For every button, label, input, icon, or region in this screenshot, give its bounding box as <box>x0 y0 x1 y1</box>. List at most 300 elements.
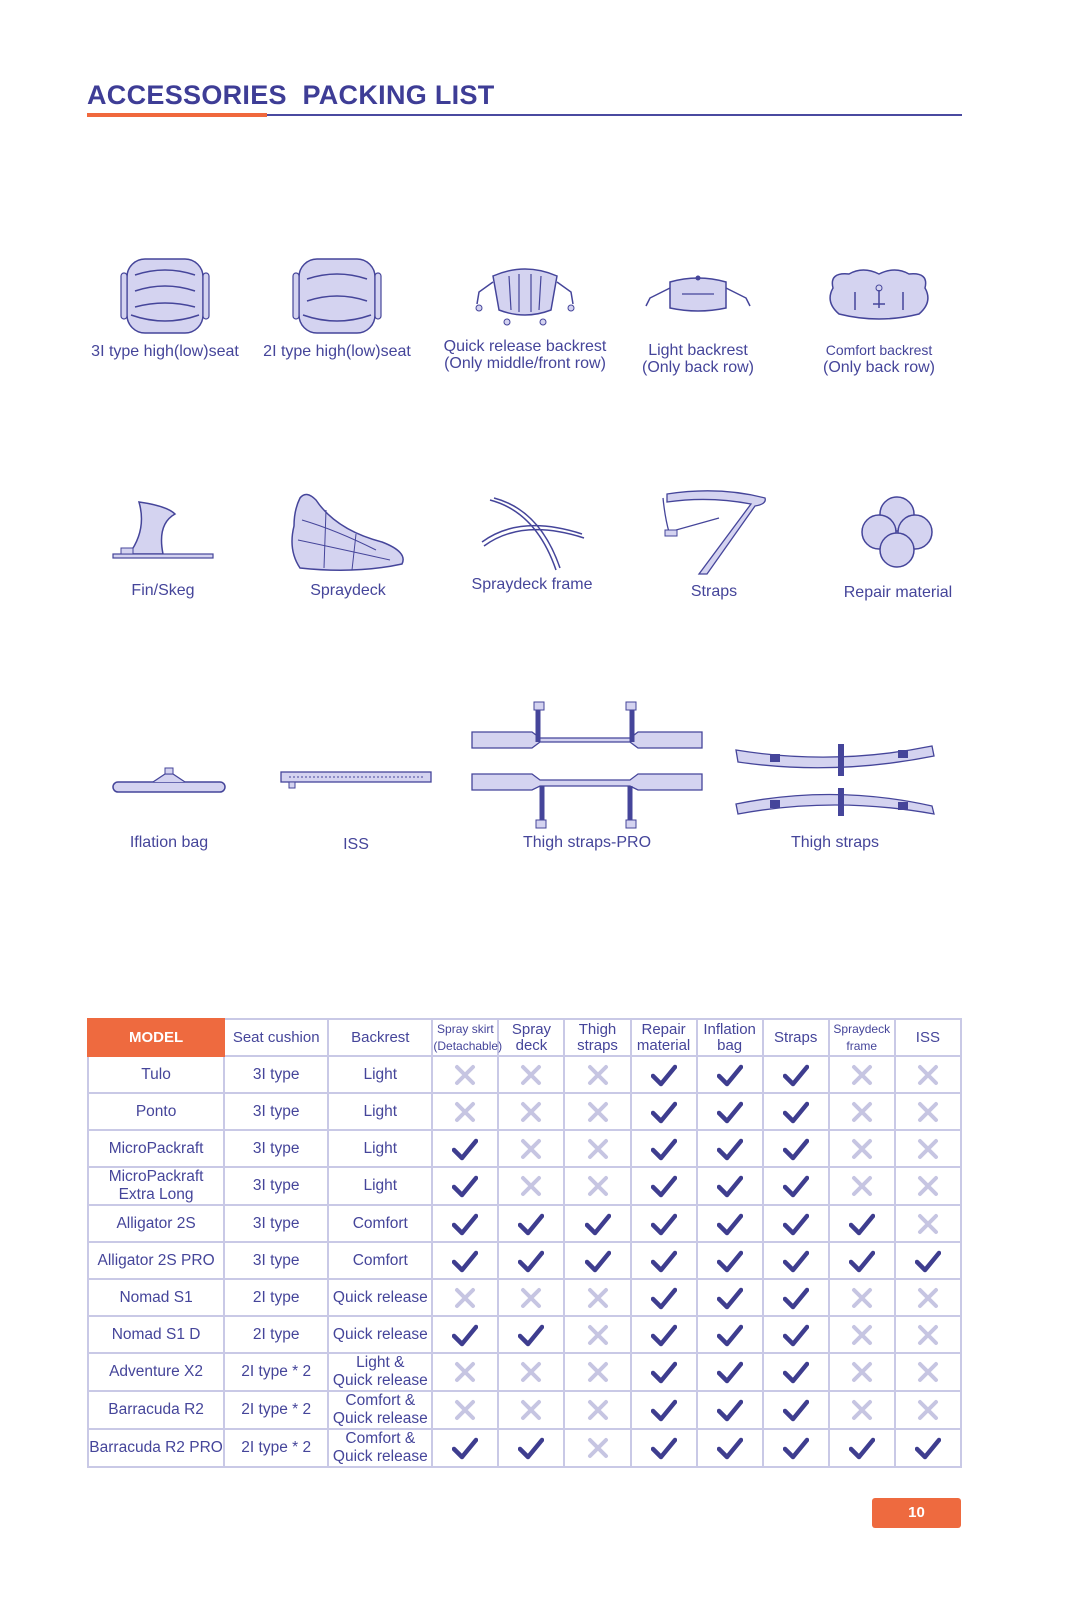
check-icon <box>717 1249 743 1273</box>
check-icon <box>651 1212 677 1236</box>
model-cell-line: Barracuda R2 PRO <box>89 1439 223 1456</box>
not-included-cell <box>895 1093 961 1130</box>
included-cell <box>631 1429 697 1467</box>
not-included-cell <box>895 1056 961 1093</box>
accessory-light-backrest <box>628 268 768 376</box>
cross-icon <box>518 1137 544 1161</box>
check-icon <box>783 1212 809 1236</box>
table-row <box>88 1167 961 1205</box>
backrest-cell-line: Quick release <box>332 1410 428 1427</box>
accessory-thigh-straps-pro <box>470 700 704 851</box>
page-title-accessories: ACCESSORIES <box>87 80 287 110</box>
caption-iss: ISS <box>343 836 369 853</box>
table-row <box>88 1353 961 1391</box>
iss-illustration <box>279 768 433 790</box>
spraydeck-illustration <box>286 490 410 572</box>
included-cell <box>631 1167 697 1205</box>
check-icon <box>651 1360 677 1384</box>
table-row <box>88 1242 961 1279</box>
seat-3i-illustration <box>117 255 213 335</box>
model-cell <box>88 1056 224 1093</box>
check-icon <box>651 1174 677 1198</box>
backrest-cell <box>328 1279 432 1316</box>
included-cell <box>631 1242 697 1279</box>
cross-icon <box>915 1323 941 1347</box>
cross-icon <box>849 1323 875 1347</box>
cross-icon <box>915 1212 941 1236</box>
cross-icon <box>585 1286 611 1310</box>
backrest-cell-line: Quick release <box>332 1372 428 1389</box>
not-included-cell <box>498 1093 564 1130</box>
model-cell-line: Alligator 2S PRO <box>97 1251 215 1269</box>
check-icon <box>717 1398 743 1422</box>
header-inflation-bag <box>697 1019 763 1056</box>
seat-cell: 2I type * 2 <box>224 1391 328 1429</box>
cross-icon <box>849 1360 875 1384</box>
check-icon <box>717 1174 743 1198</box>
included-cell <box>763 1391 829 1429</box>
backrest-cell-line: Light & <box>356 1354 405 1371</box>
check-icon <box>915 1249 941 1273</box>
included-cell <box>763 1130 829 1167</box>
accessory-straps <box>656 488 772 600</box>
check-icon <box>783 1137 809 1161</box>
cross-icon <box>452 1398 478 1422</box>
cross-icon <box>452 1063 478 1087</box>
page-title-packing-list: PACKING LIST <box>302 80 495 110</box>
accessory-iss <box>276 768 436 853</box>
model-cell <box>88 1167 224 1205</box>
backrest-cell <box>328 1093 432 1130</box>
included-cell <box>432 1316 498 1353</box>
check-icon <box>651 1286 677 1310</box>
cross-icon <box>915 1100 941 1124</box>
not-included-cell <box>432 1391 498 1429</box>
not-included-cell <box>564 1429 630 1467</box>
seat-cell: 2I type * 2 <box>224 1429 328 1467</box>
cross-icon <box>518 1174 544 1198</box>
header-repair-line2: material <box>636 1036 691 1054</box>
backrest-cell-line: Light <box>363 1177 398 1194</box>
page-number: 10 <box>872 1498 961 1528</box>
included-cell <box>829 1205 895 1242</box>
check-icon <box>651 1436 677 1460</box>
check-icon <box>452 1212 478 1236</box>
table-row <box>88 1391 961 1429</box>
cross-icon <box>518 1100 544 1124</box>
check-icon <box>585 1249 611 1273</box>
accessory-repair <box>838 495 958 601</box>
cross-icon <box>452 1100 478 1124</box>
included-cell <box>498 1205 564 1242</box>
included-cell <box>697 1167 763 1205</box>
header-model: MODEL <box>88 1019 224 1056</box>
check-icon <box>783 1398 809 1422</box>
caption-straps: Straps <box>690 583 738 600</box>
check-icon <box>717 1360 743 1384</box>
not-included-cell <box>564 1130 630 1167</box>
included-cell <box>697 1316 763 1353</box>
included-cell <box>697 1353 763 1391</box>
included-cell <box>631 1353 697 1391</box>
included-cell <box>432 1242 498 1279</box>
backrest-cell-line: Quick release <box>332 1448 428 1465</box>
not-included-cell <box>498 1391 564 1429</box>
check-icon <box>849 1212 875 1236</box>
packing-table <box>87 1018 962 1468</box>
check-icon <box>452 1174 478 1198</box>
header-repair-line1: Repair <box>641 1020 686 1038</box>
included-cell <box>829 1429 895 1467</box>
check-icon <box>717 1436 743 1460</box>
header-thigh-line1: Thigh <box>578 1020 617 1038</box>
cross-icon <box>585 1100 611 1124</box>
caption-fin: Fin/Skeg <box>131 582 195 599</box>
not-included-cell <box>829 1279 895 1316</box>
included-cell <box>631 1316 697 1353</box>
included-cell <box>631 1205 697 1242</box>
cross-icon <box>849 1286 875 1310</box>
comfort-backrest-illustration <box>823 266 935 324</box>
not-included-cell <box>829 1316 895 1353</box>
cross-icon <box>915 1063 941 1087</box>
model-cell-line: Extra Long <box>118 1186 194 1203</box>
not-included-cell <box>498 1056 564 1093</box>
header-seat-cushion: Seat cushion <box>224 1019 328 1056</box>
not-included-cell <box>895 1353 961 1391</box>
model-cell <box>88 1391 224 1429</box>
model-cell-line: Ponto <box>135 1102 177 1120</box>
cross-icon <box>452 1286 478 1310</box>
included-cell <box>631 1391 697 1429</box>
not-included-cell <box>829 1167 895 1205</box>
check-icon <box>783 1100 809 1124</box>
seat-cell: 3I type <box>224 1093 328 1130</box>
cross-icon <box>585 1063 611 1087</box>
not-included-cell <box>829 1130 895 1167</box>
cross-icon <box>518 1398 544 1422</box>
header-iss: ISS <box>895 1019 961 1056</box>
included-cell <box>564 1205 630 1242</box>
cross-icon <box>585 1436 611 1460</box>
caption-comfort-backrest-1: Comfort backrest <box>825 342 933 358</box>
not-included-cell <box>432 1056 498 1093</box>
header-inflation-line2: bag <box>717 1036 743 1054</box>
backrest-cell <box>328 1056 432 1093</box>
caption-thigh-straps-pro: Thigh straps-PRO <box>522 834 652 851</box>
check-icon <box>783 1360 809 1384</box>
cross-icon <box>585 1174 611 1198</box>
accessory-spraydeck <box>282 490 414 599</box>
check-icon <box>452 1249 478 1273</box>
not-included-cell <box>895 1205 961 1242</box>
check-icon <box>717 1063 743 1087</box>
caption-3i-seat: 3I type high(low)seat <box>91 343 239 360</box>
model-cell <box>88 1242 224 1279</box>
table-body <box>88 1056 961 1467</box>
included-cell <box>631 1056 697 1093</box>
inflation-bag-illustration <box>111 766 227 794</box>
backrest-cell <box>328 1429 432 1467</box>
seat-cell: 3I type <box>224 1242 328 1279</box>
model-cell <box>88 1093 224 1130</box>
backrest-cell-line: Comfort <box>352 1214 408 1232</box>
check-icon <box>783 1063 809 1087</box>
seat-cell: 3I type <box>224 1205 328 1242</box>
cross-icon <box>849 1100 875 1124</box>
included-cell <box>631 1279 697 1316</box>
model-cell-line: MicroPackraft <box>108 1168 204 1185</box>
seat-cell: 2I type * 2 <box>224 1353 328 1391</box>
not-included-cell <box>432 1093 498 1130</box>
cross-icon <box>915 1286 941 1310</box>
backrest-cell <box>328 1167 432 1205</box>
included-cell <box>498 1242 564 1279</box>
caption-repair: Repair material <box>843 584 953 601</box>
model-cell <box>88 1205 224 1242</box>
header-spray-skirt-line1: Spray skirt <box>437 1021 494 1036</box>
included-cell <box>631 1130 697 1167</box>
title-accent-rule <box>87 113 267 117</box>
check-icon <box>915 1436 941 1460</box>
check-icon <box>717 1323 743 1347</box>
page-title <box>87 80 495 111</box>
not-included-cell <box>895 1316 961 1353</box>
cross-icon <box>915 1137 941 1161</box>
cross-icon <box>518 1063 544 1087</box>
straps-illustration <box>659 488 769 576</box>
caption-spraydeck-frame: Spraydeck frame <box>471 576 593 593</box>
not-included-cell <box>895 1167 961 1205</box>
cross-icon <box>452 1360 478 1384</box>
included-cell <box>631 1093 697 1130</box>
backrest-cell-line: Light <box>363 1102 398 1120</box>
included-cell <box>697 1429 763 1467</box>
header-straps: Straps <box>763 1019 829 1056</box>
backrest-cell-line: Quick release <box>332 1325 428 1343</box>
model-cell-line: Nomad S1 <box>119 1288 193 1306</box>
not-included-cell <box>829 1391 895 1429</box>
backrest-cell-line: Quick release <box>332 1288 428 1306</box>
model-cell-line: Alligator 2S <box>116 1214 196 1232</box>
header-repair-material <box>631 1019 697 1056</box>
included-cell <box>697 1205 763 1242</box>
table-row <box>88 1316 961 1353</box>
not-included-cell <box>564 1353 630 1391</box>
header-spray-skirt-line2: (Detachable) <box>433 1038 503 1053</box>
backrest-cell-line: Comfort & <box>345 1392 416 1409</box>
table-row <box>88 1429 961 1467</box>
spraydeck-frame-illustration <box>480 496 584 572</box>
not-included-cell <box>498 1353 564 1391</box>
check-icon <box>585 1212 611 1236</box>
not-included-cell <box>564 1316 630 1353</box>
included-cell <box>763 1056 829 1093</box>
model-cell <box>88 1353 224 1391</box>
not-included-cell <box>564 1167 630 1205</box>
not-included-cell <box>895 1279 961 1316</box>
seat-cell: 2I type <box>224 1316 328 1353</box>
backrest-cell-line: Comfort <box>352 1251 408 1269</box>
table-row <box>88 1056 961 1093</box>
seat-cell: 3I type <box>224 1130 328 1167</box>
included-cell <box>697 1130 763 1167</box>
check-icon <box>717 1212 743 1236</box>
included-cell <box>763 1167 829 1205</box>
check-icon <box>783 1174 809 1198</box>
check-icon <box>518 1436 544 1460</box>
caption-light-backrest-2: (Only back row) <box>641 359 755 376</box>
check-icon <box>651 1323 677 1347</box>
caption-2i-seat: 2I type high(low)seat <box>263 343 411 360</box>
included-cell <box>697 1279 763 1316</box>
header-thigh-straps <box>564 1019 630 1056</box>
included-cell <box>697 1242 763 1279</box>
included-cell <box>763 1205 829 1242</box>
cross-icon <box>849 1398 875 1422</box>
cross-icon <box>915 1398 941 1422</box>
header-frame-line2: frame <box>846 1038 878 1053</box>
accessory-fin <box>100 500 226 599</box>
header-thigh-line2: straps <box>577 1036 618 1054</box>
not-included-cell <box>829 1056 895 1093</box>
accessory-2i-seat <box>258 255 416 360</box>
caption-quick-backrest-1: Quick release backrest <box>443 338 607 355</box>
header-spray-deck-line2: deck <box>515 1036 548 1054</box>
included-cell <box>432 1205 498 1242</box>
not-included-cell <box>829 1353 895 1391</box>
not-included-cell <box>829 1093 895 1130</box>
cross-icon <box>849 1174 875 1198</box>
backrest-cell <box>328 1205 432 1242</box>
check-icon <box>651 1137 677 1161</box>
cross-icon <box>849 1137 875 1161</box>
check-icon <box>452 1323 478 1347</box>
caption-quick-backrest-2: (Only middle/front row) <box>444 355 606 372</box>
backrest-cell-line: Comfort & <box>345 1430 416 1447</box>
cross-icon <box>585 1137 611 1161</box>
header-backrest: Backrest <box>328 1019 432 1056</box>
included-cell <box>895 1429 961 1467</box>
table-row <box>88 1130 961 1167</box>
check-icon <box>717 1137 743 1161</box>
included-cell <box>697 1391 763 1429</box>
thigh-straps-illustration <box>734 742 936 818</box>
caption-light-backrest-1: Light backrest <box>648 342 748 359</box>
repair-material-illustration <box>860 495 936 569</box>
accessory-inflation-bag <box>108 766 230 851</box>
caption-inflation-bag: Iflation bag <box>129 834 209 851</box>
included-cell <box>763 1279 829 1316</box>
table-header-row <box>88 1019 961 1056</box>
check-icon <box>849 1436 875 1460</box>
header-spray-deck-line1: Spray <box>511 1020 552 1038</box>
included-cell <box>697 1093 763 1130</box>
light-backrest-illustration <box>642 268 754 322</box>
backrest-cell <box>328 1130 432 1167</box>
table-row <box>88 1205 961 1242</box>
check-icon <box>717 1100 743 1124</box>
seat-2i-illustration <box>289 255 385 335</box>
cross-icon <box>585 1398 611 1422</box>
check-icon <box>518 1249 544 1273</box>
model-cell <box>88 1316 224 1353</box>
included-cell <box>895 1242 961 1279</box>
accessory-spraydeck-frame <box>466 496 598 593</box>
cross-icon <box>518 1286 544 1310</box>
not-included-cell <box>498 1130 564 1167</box>
table-row <box>88 1279 961 1316</box>
check-icon <box>783 1323 809 1347</box>
fin-illustration <box>111 500 215 562</box>
check-icon <box>783 1286 809 1310</box>
backrest-cell <box>328 1316 432 1353</box>
check-icon <box>452 1137 478 1161</box>
check-icon <box>651 1249 677 1273</box>
accessory-comfort-backrest <box>808 266 950 376</box>
caption-spraydeck: Spraydeck <box>310 582 386 599</box>
backrest-cell <box>328 1242 432 1279</box>
cross-icon <box>915 1360 941 1384</box>
check-icon <box>651 1398 677 1422</box>
accessory-quick-backrest <box>430 262 620 372</box>
accessory-3i-seat <box>87 255 243 360</box>
check-icon <box>849 1249 875 1273</box>
seat-cell: 3I type <box>224 1167 328 1205</box>
cross-icon <box>915 1174 941 1198</box>
not-included-cell <box>498 1167 564 1205</box>
included-cell <box>432 1167 498 1205</box>
not-included-cell <box>498 1279 564 1316</box>
included-cell <box>432 1429 498 1467</box>
backrest-cell-line: Light <box>363 1065 398 1083</box>
cross-icon <box>585 1360 611 1384</box>
not-included-cell <box>895 1130 961 1167</box>
included-cell <box>564 1242 630 1279</box>
check-icon <box>651 1100 677 1124</box>
included-cell <box>697 1056 763 1093</box>
not-included-cell <box>564 1056 630 1093</box>
check-icon <box>518 1323 544 1347</box>
included-cell <box>763 1093 829 1130</box>
check-icon <box>783 1436 809 1460</box>
backrest-cell-line: Light <box>363 1139 398 1157</box>
caption-comfort-backrest-2: (Only back row) <box>822 359 936 376</box>
cross-icon <box>585 1323 611 1347</box>
header-frame-line1: Spraydeck <box>833 1021 891 1036</box>
header-inflation-line1: Inflation <box>703 1020 756 1038</box>
included-cell <box>498 1316 564 1353</box>
check-icon <box>452 1436 478 1460</box>
backrest-cell <box>328 1391 432 1429</box>
included-cell <box>763 1429 829 1467</box>
not-included-cell <box>895 1391 961 1429</box>
seat-cell: 2I type <box>224 1279 328 1316</box>
model-cell-line: Nomad S1 D <box>111 1325 201 1343</box>
model-cell-line: MicroPackraft <box>108 1139 204 1157</box>
model-cell <box>88 1130 224 1167</box>
not-included-cell <box>432 1279 498 1316</box>
check-icon <box>518 1212 544 1236</box>
accessory-thigh-straps <box>734 742 936 851</box>
check-icon <box>651 1063 677 1087</box>
model-cell-line: Tulo <box>141 1065 171 1083</box>
not-included-cell <box>564 1279 630 1316</box>
backrest-cell <box>328 1353 432 1391</box>
model-cell <box>88 1279 224 1316</box>
included-cell <box>432 1130 498 1167</box>
header-spray-skirt <box>432 1019 503 1056</box>
